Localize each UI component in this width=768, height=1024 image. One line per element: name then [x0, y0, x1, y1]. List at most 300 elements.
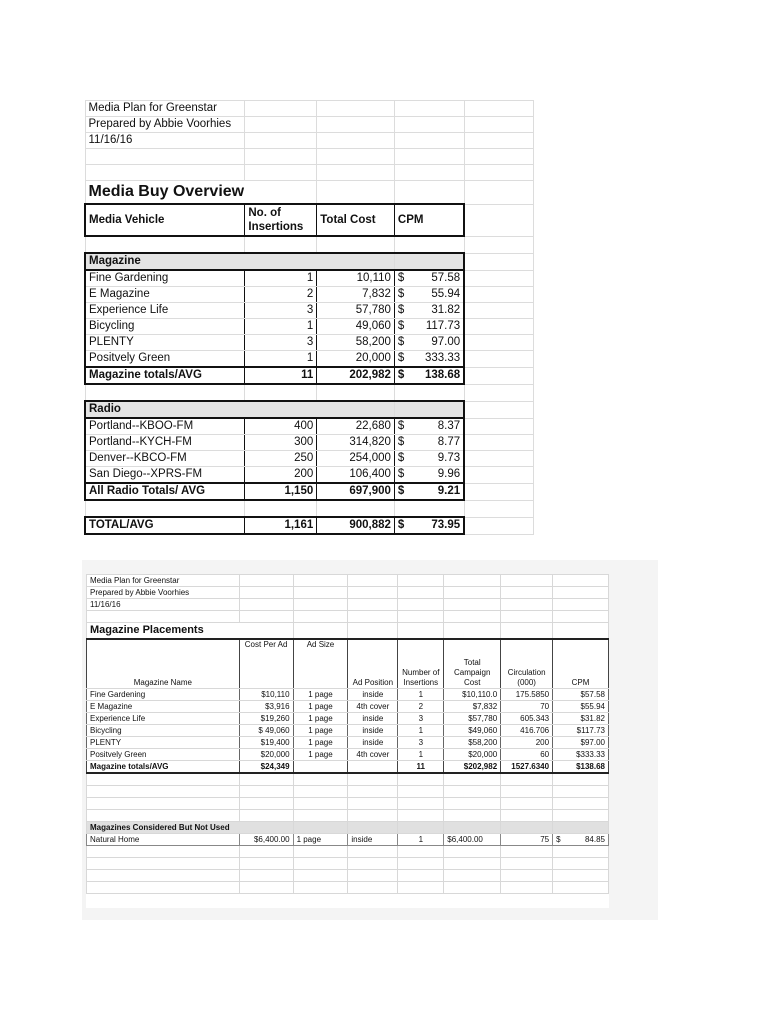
empty-cell	[394, 117, 464, 133]
empty-cell	[348, 870, 398, 882]
considered-num: 1	[398, 834, 444, 846]
empty-cell	[398, 599, 444, 611]
placement-cpm: $55.94	[553, 701, 609, 713]
vehicle-name: E Magazine	[85, 287, 245, 303]
col-cpm: CPM	[394, 204, 464, 236]
empty-cell	[444, 810, 501, 822]
empty-cell	[293, 761, 348, 774]
empty-cell	[464, 500, 533, 517]
empty-cell	[317, 165, 395, 181]
considered-row	[87, 834, 609, 846]
placement-cpm: $57.58	[553, 689, 609, 701]
column-header: Total Campaign Cost	[444, 639, 501, 689]
col-insertions: No. of Insertions	[245, 204, 317, 236]
placement-num: 2	[398, 701, 444, 713]
insertions: 1	[245, 351, 317, 368]
insertions: 1	[245, 319, 317, 335]
empty-cell	[317, 384, 395, 401]
cpm-amount: 117.73	[425, 320, 461, 332]
empty-cell	[317, 101, 395, 117]
cpm-value	[394, 270, 464, 287]
empty-cell	[394, 165, 464, 181]
placement-name: E Magazine	[87, 701, 240, 713]
empty-cell	[348, 798, 398, 810]
insertions: 3	[245, 335, 317, 351]
empty-cell	[245, 133, 317, 149]
radio-total-row	[85, 483, 534, 500]
placement-row	[87, 713, 609, 725]
magazine-row	[85, 303, 534, 319]
empty-cell	[444, 798, 501, 810]
empty-cell	[444, 858, 501, 870]
total-cost: 57,780	[317, 303, 395, 319]
empty-cell	[444, 846, 501, 858]
empty-cell	[398, 623, 444, 640]
column-header: Ad Position	[348, 639, 398, 689]
placement-cpa: $19,400	[239, 737, 293, 749]
dollar-sign: $	[397, 485, 405, 497]
placement-cpa: $19,260	[239, 713, 293, 725]
empty-cell	[348, 846, 398, 858]
empty-cell	[398, 798, 444, 810]
section-row	[85, 401, 534, 418]
placement-size: 1 page	[293, 725, 348, 737]
header-line: Media Plan for Greenstar	[87, 575, 240, 587]
empty-cell	[553, 599, 609, 611]
header-line: 11/16/16	[87, 599, 240, 611]
empty-cell	[348, 587, 398, 599]
empty-cell	[239, 773, 293, 786]
radio-section-label: Radio	[85, 401, 394, 418]
placement-cpm: $117.73	[553, 725, 609, 737]
total-cost: 202,982	[317, 367, 395, 384]
empty-cell	[293, 623, 348, 640]
placement-circ: 70	[501, 701, 553, 713]
empty-cell	[239, 599, 293, 611]
total-cpa: $24,349	[239, 761, 293, 774]
empty-cell	[87, 810, 240, 822]
empty-cell	[553, 773, 609, 786]
cpm-value	[394, 335, 464, 351]
cpm-value	[394, 287, 464, 303]
empty-cell	[87, 786, 240, 798]
empty-cell	[553, 798, 609, 810]
total-cost: 49,060	[317, 319, 395, 335]
header-line-row	[85, 117, 534, 133]
placement-size: 1 page	[293, 701, 348, 713]
blank-row	[87, 870, 609, 882]
placement-cpm: $333.33	[553, 749, 609, 761]
empty-cell	[464, 367, 533, 384]
dollar-sign: $	[397, 288, 405, 300]
empty-cell	[553, 786, 609, 798]
empty-cell	[553, 858, 609, 870]
placement-circ: 605.343	[501, 713, 553, 725]
empty-cell	[398, 810, 444, 822]
sheet-title: Magazine Placements	[87, 623, 294, 640]
empty-cell	[317, 500, 395, 517]
dollar-sign: $	[397, 352, 405, 364]
dollar-sign: $	[397, 272, 405, 284]
cpm-amount: 8.77	[437, 436, 461, 448]
empty-cell	[394, 236, 464, 253]
column-header: Ad Size	[293, 639, 348, 689]
empty-cell	[464, 204, 533, 236]
blank-row	[85, 165, 534, 181]
header-line: Media Plan for Greenstar	[85, 101, 245, 117]
total-name: All Radio Totals/ AVG	[85, 483, 245, 500]
placement-row	[87, 689, 609, 701]
radio-row	[85, 418, 534, 435]
header-line: Prepared by Abbie Voorhies	[85, 117, 245, 133]
section-fill	[394, 401, 464, 418]
considered-name: Natural Home	[87, 834, 240, 846]
empty-cell	[394, 149, 464, 165]
media-buy-overview-table	[84, 100, 534, 535]
vehicle-name: Denver--KBCO-FM	[85, 451, 245, 467]
empty-cell	[239, 810, 293, 822]
header-line-row	[87, 587, 609, 599]
column-header-row	[85, 204, 534, 236]
empty-cell	[293, 882, 348, 894]
dollar-sign: $	[397, 519, 405, 531]
vehicle-name: Experience Life	[85, 303, 245, 319]
magazine-total-row	[85, 367, 534, 384]
column-header: Circulation (000)	[501, 639, 553, 689]
placement-name: Fine Gardening	[87, 689, 240, 701]
media-buy-overview-sheet	[84, 100, 534, 531]
empty-cell	[501, 575, 553, 587]
empty-cell	[501, 870, 553, 882]
empty-cell	[317, 117, 395, 133]
empty-cell	[464, 253, 533, 270]
insertions: 250	[245, 451, 317, 467]
placement-num: 1	[398, 689, 444, 701]
placement-row	[87, 737, 609, 749]
empty-cell	[464, 117, 533, 133]
empty-cell	[87, 798, 240, 810]
placement-name: Positvely Green	[87, 749, 240, 761]
total-name: Magazine totals/AVG	[85, 367, 245, 384]
empty-cell	[87, 882, 240, 894]
empty-cell	[293, 773, 348, 786]
total-insertions: 1,150	[245, 483, 317, 500]
magazine-placements-table	[86, 574, 609, 894]
empty-cell	[444, 623, 501, 640]
empty-cell	[464, 133, 533, 149]
cpm-value	[394, 451, 464, 467]
empty-cell	[85, 149, 245, 165]
empty-cell	[464, 270, 533, 287]
empty-cell	[501, 599, 553, 611]
dollar-sign: $	[397, 468, 405, 480]
empty-cell	[501, 822, 553, 834]
empty-cell	[464, 401, 533, 418]
cpm-value	[394, 418, 464, 435]
cpm-value	[394, 319, 464, 335]
col-total-cost: Total Cost	[317, 204, 395, 236]
magazine-row	[85, 270, 534, 287]
empty-cell	[293, 587, 348, 599]
empty-cell	[444, 822, 501, 834]
empty-cell	[464, 181, 533, 205]
empty-cell	[348, 882, 398, 894]
cpm-amount: 8.37	[437, 420, 461, 432]
empty-cell	[348, 786, 398, 798]
empty-cell	[87, 846, 240, 858]
placement-tcc: $58,200	[444, 737, 501, 749]
placement-name: Bicycling	[87, 725, 240, 737]
blank-row	[85, 500, 534, 517]
empty-cell	[293, 798, 348, 810]
vehicle-name: Portland--KBOO-FM	[85, 418, 245, 435]
considered-circ: 75	[501, 834, 553, 846]
empty-cell	[394, 181, 464, 205]
cpm-amount: 9.96	[437, 468, 461, 480]
vehicle-name: Bicycling	[85, 319, 245, 335]
grand-total-name: TOTAL/AVG	[85, 517, 245, 534]
empty-cell	[239, 611, 293, 623]
empty-cell	[245, 149, 317, 165]
column-header-row	[87, 639, 609, 689]
empty-cell	[444, 599, 501, 611]
dollar-sign: $	[397, 436, 405, 448]
placement-size: 1 page	[293, 749, 348, 761]
placement-tcc: $7,832	[444, 701, 501, 713]
placement-pos: 4th cover	[348, 749, 398, 761]
empty-cell	[245, 236, 317, 253]
radio-row	[85, 467, 534, 484]
empty-cell	[553, 587, 609, 599]
empty-cell	[245, 101, 317, 117]
empty-cell	[398, 870, 444, 882]
placement-circ: 200	[501, 737, 553, 749]
empty-cell	[348, 575, 398, 587]
empty-cell	[464, 236, 533, 253]
empty-cell	[553, 810, 609, 822]
empty-cell	[317, 133, 395, 149]
placement-cpa: $10,110	[239, 689, 293, 701]
empty-cell	[444, 773, 501, 786]
total-cost: 314,820	[317, 435, 395, 451]
title-row	[85, 181, 534, 205]
empty-cell	[348, 599, 398, 611]
empty-cell	[317, 149, 395, 165]
empty-cell	[239, 786, 293, 798]
placement-cpa: $20,000	[239, 749, 293, 761]
total-cost: 697,900	[317, 483, 395, 500]
header-line: Prepared by Abbie Voorhies	[87, 587, 240, 599]
empty-cell	[398, 611, 444, 623]
empty-cell	[501, 846, 553, 858]
blank-row	[85, 236, 534, 253]
empty-cell	[245, 165, 317, 181]
empty-cell	[553, 846, 609, 858]
cpm-value	[394, 303, 464, 319]
total-cpm: $138.68	[553, 761, 609, 774]
empty-cell	[85, 500, 245, 517]
empty-cell	[239, 858, 293, 870]
empty-cell	[239, 587, 293, 599]
dollar-sign: $	[397, 320, 405, 332]
placement-num: 3	[398, 713, 444, 725]
cpm-amount: 9.73	[437, 452, 461, 464]
radio-row	[85, 435, 534, 451]
placement-tcc: $49,060	[444, 725, 501, 737]
insertions: 200	[245, 467, 317, 484]
placement-num: 1	[398, 749, 444, 761]
placement-tcc: $20,000	[444, 749, 501, 761]
empty-cell	[398, 575, 444, 587]
cpm-amount: 73.95	[431, 519, 461, 531]
empty-cell	[348, 761, 398, 774]
empty-cell	[398, 858, 444, 870]
cpm-amount: 55.94	[431, 288, 461, 300]
total-cost: 7,832	[317, 287, 395, 303]
blank-row	[85, 384, 534, 401]
considered-size: 1 page	[293, 834, 348, 846]
empty-cell	[501, 786, 553, 798]
dollar-sign: $	[397, 452, 405, 464]
placement-circ: 60	[501, 749, 553, 761]
section-fill	[394, 253, 464, 270]
empty-cell	[501, 611, 553, 623]
column-header: Cost Per Ad	[239, 639, 293, 689]
empty-cell	[464, 483, 533, 500]
cpm-value	[394, 435, 464, 451]
total-cost: 106,400	[317, 467, 395, 484]
empty-cell	[293, 575, 348, 587]
vehicle-name: Fine Gardening	[85, 270, 245, 287]
empty-cell	[245, 117, 317, 133]
empty-cell	[348, 858, 398, 870]
placement-row	[87, 701, 609, 713]
cpm-amount: 97.00	[431, 336, 461, 348]
vehicle-name: PLENTY	[85, 335, 245, 351]
insertions: 400	[245, 418, 317, 435]
empty-cell	[87, 858, 240, 870]
empty-cell	[348, 773, 398, 786]
empty-cell	[553, 623, 609, 640]
insertions: 3	[245, 303, 317, 319]
empty-cell	[293, 599, 348, 611]
empty-cell	[444, 786, 501, 798]
blank-row	[87, 798, 609, 810]
empty-cell	[501, 623, 553, 640]
cpm-value	[394, 351, 464, 368]
vehicle-name: San Diego--XPRS-FM	[85, 467, 245, 484]
empty-cell	[464, 435, 533, 451]
column-header: Magazine Name	[87, 639, 240, 689]
blank-row	[85, 149, 534, 165]
empty-cell	[444, 870, 501, 882]
total-name: Magazine totals/AVG	[87, 761, 240, 774]
placement-pos: inside	[348, 689, 398, 701]
header-line-row	[85, 133, 534, 149]
empty-cell	[464, 418, 533, 435]
empty-cell	[444, 575, 501, 587]
grand-total-cpm	[394, 517, 464, 534]
blank-row	[87, 611, 609, 623]
empty-cell	[553, 822, 609, 834]
placement-circ: 175.5850	[501, 689, 553, 701]
cpm-amount: 57.58	[431, 272, 461, 284]
empty-cell	[317, 236, 395, 253]
total-num: 11	[398, 761, 444, 774]
blank-row	[87, 773, 609, 786]
placement-pos: 4th cover	[348, 701, 398, 713]
empty-cell	[553, 611, 609, 623]
placement-row	[87, 725, 609, 737]
empty-cell	[239, 882, 293, 894]
total-circ: 1527.6340	[501, 761, 553, 774]
placement-tcc: $10,110.0	[444, 689, 501, 701]
empty-cell	[553, 575, 609, 587]
total-cpm	[394, 483, 464, 500]
dollar-sign: $	[397, 420, 405, 432]
header-line: 11/16/16	[85, 133, 245, 149]
placement-cpm: $97.00	[553, 737, 609, 749]
empty-cell	[501, 858, 553, 870]
total-cost: 10,110	[317, 270, 395, 287]
radio-row	[85, 451, 534, 467]
empty-cell	[464, 165, 533, 181]
empty-cell	[398, 882, 444, 894]
empty-cell	[87, 611, 240, 623]
magazine-row	[85, 351, 534, 368]
insertions: 2	[245, 287, 317, 303]
empty-cell	[348, 623, 398, 640]
empty-cell	[501, 773, 553, 786]
placement-row	[87, 749, 609, 761]
empty-cell	[398, 587, 444, 599]
column-header: Number of Insertions	[398, 639, 444, 689]
total-cost: 254,000	[317, 451, 395, 467]
placement-num: 3	[398, 737, 444, 749]
placement-name: PLENTY	[87, 737, 240, 749]
empty-cell	[394, 133, 464, 149]
sheet-title: Media Buy Overview	[85, 181, 317, 205]
considered-tcc: $6,400.00	[444, 834, 501, 846]
cpm-amount: 31.82	[431, 304, 461, 316]
empty-cell	[444, 587, 501, 599]
empty-cell	[464, 287, 533, 303]
placement-cpa: $3,916	[239, 701, 293, 713]
empty-cell	[293, 810, 348, 822]
blank-row	[87, 858, 609, 870]
placement-num: 1	[398, 725, 444, 737]
empty-cell	[317, 181, 395, 205]
col-media-vehicle: Media Vehicle	[85, 204, 245, 236]
empty-cell	[293, 822, 348, 834]
total-cost: 22,680	[317, 418, 395, 435]
considered-pos: inside	[348, 834, 398, 846]
placement-cpa: $ 49,060	[239, 725, 293, 737]
empty-cell	[464, 149, 533, 165]
empty-cell	[293, 846, 348, 858]
empty-cell	[398, 846, 444, 858]
cpm-amount: 9.21	[437, 485, 461, 497]
empty-cell	[394, 384, 464, 401]
empty-cell	[293, 870, 348, 882]
cpm-amount: 333.33	[424, 352, 461, 364]
empty-cell	[501, 810, 553, 822]
magazine-row	[85, 335, 534, 351]
vehicle-name: Positvely Green	[85, 351, 245, 368]
empty-cell	[239, 870, 293, 882]
empty-cell	[85, 384, 245, 401]
empty-cell	[553, 870, 609, 882]
